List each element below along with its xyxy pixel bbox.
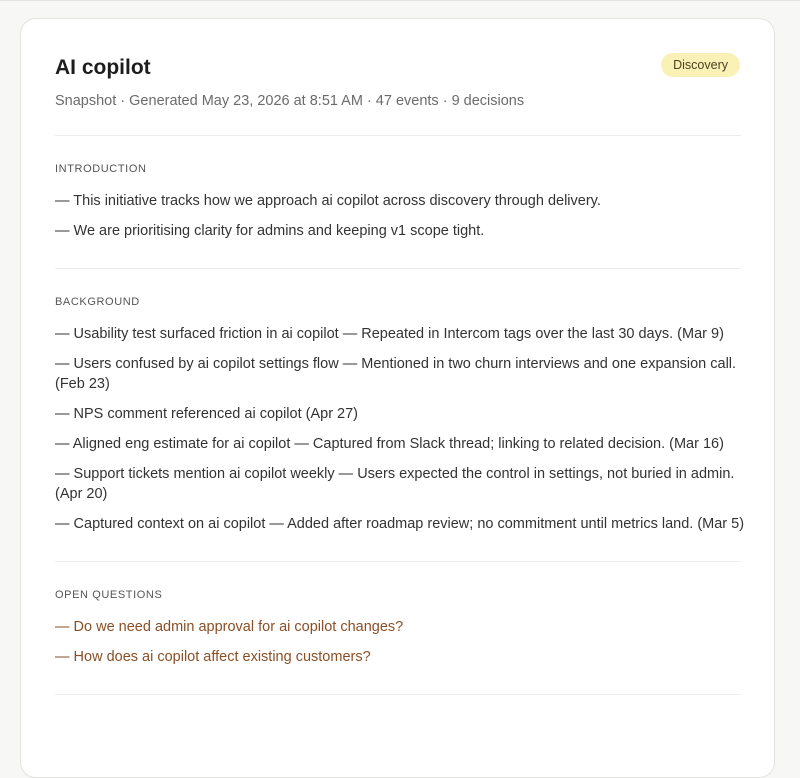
list-item: — Support tickets mention ai copilot weekly — Users expected the control in settings, not buried in admin. (Apr 20) [55,466,735,502]
section-divider [55,694,741,695]
list-item: — Aligned eng estimate for ai copilot — Captured from Slack thread; linking to related decision. (Mar 16) [55,436,724,452]
list-item: — Users confused by ai copilot settings flow — Mentioned in two churn interviews and one expansion call. (Feb 23) [55,356,737,392]
list-item: — NPS comment referenced ai copilot (Apr 27) [55,406,359,422]
card-header [55,55,740,111]
section-label-background: BACKGROUND [55,296,140,308]
status-badge: Discovery [661,53,740,77]
snapshot-meta: Snapshot · Generated May 23, 2026 at 8:51 AM · 47 events · 9 decisions [55,93,525,109]
open-question-item[interactable]: — Do we need admin approval for ai copilot changes? [55,619,404,635]
background-section [55,269,745,561]
open-questions-section [55,562,740,694]
page-title: AI copilot [55,56,151,79]
section-label-introduction: INTRODUCTION [55,163,147,175]
list-item: — This initiative tracks how we approach ai copilot across discovery through delivery. [55,193,601,209]
open-question-item[interactable]: — How does ai copilot affect existing customers? [55,649,371,665]
window-top-border [0,0,800,1]
list-item: — Usability test surfaced friction in ai copilot — Repeated in Intercom tags over the last 30 days. (Mar 9) [55,326,724,342]
list-item: — We are prioritising clarity for admins and keeping v1 scope tight. [55,223,485,239]
section-label-open-questions: OPEN QUESTIONS [55,589,163,601]
introduction-section [55,136,740,268]
list-item: — Captured context on ai copilot — Added after roadmap review; no commitment until metrics land. (Mar 5) [55,516,745,532]
initiative-snapshot-card [20,18,775,778]
